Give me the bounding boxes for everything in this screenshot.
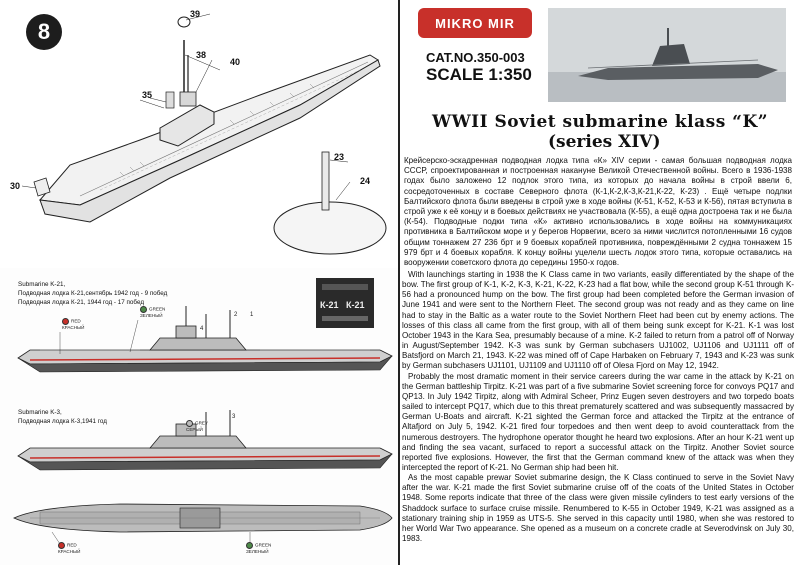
legend-green-bottom: GREEN ЗЕЛЕНЫЙ	[246, 542, 272, 554]
paragraph: With launchings starting in 1938 the K Class came in two variants, easily differentiated by the shape of the bow. The first group of K-1, K-2, K-3, K-21, K-22, K-23 had a flat bow, while the second group K-51 through K-56 had a pronounced hump on the bow. The first group had been completed before the German invasion of June 1941 and were sent to the Northern Fleet. The second group was not ready and as they came on line had to stay in the Baltic as a water route to the Soviet Northern Fleet had been cut by enemy actions. The losses of this class all came from the first group, with all of them being sunk except for K-21. K-1 was lost October 1943 in the Kara Sea, presumably because of a mine. K-2 failed to return from a patrol off of Norway in August/September 1942. K-3 was sunk by German subchasers UJ1002, UJ1106 and UJ1111 off of Batsfjord on March 21, 1943. K-22 was mined off of Cape Harbaken on February 7, 1943 and K-23 was sunk by German subchasers UJ1101, UJ1109 and UJ1110 off of Olesa Fjord on May 12, 1942.	[402, 270, 794, 371]
callout-24: 24	[360, 176, 371, 186]
assembly-diagram	[0, 0, 398, 260]
english-description	[402, 270, 794, 544]
document-title: WWII Soviet submarine klass “K”	[432, 112, 769, 132]
callout-38: 38	[196, 50, 207, 60]
part-ref-4: 4	[200, 326, 204, 332]
part-ref-1: 1	[250, 312, 254, 318]
submarine-photo	[548, 8, 786, 102]
russian-description: Крейсерско-эскадренная подводная лодка типа «К» XIV серии - самая большая подводная лодка СССР, спроектированная и построенная накануне Великой Отечественной войны. Всего в 1936-1938 годах было заложено 12 подлок этого типа, из которых до начала войны в строй ввели 6, сосредоточенных в составе Северного флота (К-1,К-2,К-3,К-21,К-22, К-23) . Ещё четыре подлки Балтийского флота были введены в строй уже в ходе войны (К-51, К-52, К-53 и К-56), пятая вступила в строй уже к её концу и в боевых действиях не участвовала (К-55), а ещё одна достроена так и не была (К-54). Подводные подки типа «К» активно использовались в ходе войны на коммуникациях противника в Балтийском море и у берегов Норвегии, всего за ними числится потопленными 16 судов общим тоннажем 27 236 брт и 9 боевых кораблей противника, повреждёнными 2 судна тоннажем 15 979 брт и 4 боевых корабля. К концу войны уцелели шесть лодок этого типа, которые оставались на вооружении советского флота до середины 1950-х годов.	[404, 156, 792, 268]
catalog-number: CAT.NO.350-003	[426, 50, 525, 65]
k3-label: Submarine K-3, Подводная лодка К-3,1941 год	[18, 409, 107, 425]
k21-label: Submarine K-21, Подводная лодка К-21,сентябрь 1942 год - 9 побед Подводная лодка К-21, 1944 год - 17 побед	[18, 281, 168, 306]
callout-35: 35	[142, 90, 153, 100]
legend-green: GREEN ЗЕЛЕНЫЙ	[140, 306, 166, 318]
page-number-badge: 8	[26, 14, 62, 50]
brand-logo: MIKRO MIR	[418, 8, 532, 38]
paragraph: As the most capable prewar Soviet submarine design, the K Class continued to serve in the Soviet Navy after the war. K-21 made the first Soviet submarine cruise off of the coats of the United States in October 1948. Some reports indicate that three of the class were given missile cylinders to test early versions of the Shaddock surface to surface cruise missile. Renumbered to K-55 in October 1949, K-21 was assigned as a stationary training ship in 1959 as UTS-5. She served in this capacity until 1980, when she was restored to her World War Two appearance. She opened as a museum on a concrete cradle at Severodvinsk on July 30, 1983.	[402, 473, 794, 544]
legend-red: RED КРАСНЫЙ	[62, 318, 85, 330]
callout-23: 23	[334, 152, 345, 162]
scale-label: SCALE 1:350	[426, 65, 532, 84]
legend-red-bottom: RED КРАСНЫЙ	[58, 542, 81, 554]
document-subtitle: (series XIV)	[548, 132, 661, 152]
part-ref-2: 2	[234, 312, 238, 318]
page-fold	[398, 0, 400, 565]
decal-sheet: К-21 К-21	[316, 278, 374, 328]
legend-grey: GREY СЕРЫЙ	[186, 420, 209, 432]
callout-39: 39	[190, 9, 201, 19]
paragraph: Probably the most dramatic moment in their service careers during the war came in the attack by K-21 on the German battleship Tirpitz. K-21 was part of a five submarine Soviet screening force for convoys PQ17 and QP13. In July 1942 Tirpitz, along with Admiral Scheer, Prinz Eugen seven destroyers and two torpedo boats sailed to intercept PQ17, which due to this threat prematurely scattered and was subsequently massacred by German U-Boats and aircraft. K-21 sighted the German force and attacked the Tirpitz at the entrance of Altafjord on July 5, 1942. K-21 fired four torpedoes and then went deep to avoid counterattack from the numerous destroyers. The hydrophone operator thought he heard two explosions. After an hour K-21 went up and finding the sea vacant, surfaced to report a successful attack on the Tirpitz. Another Soviet source reported five explosions. However, the first that the German command knew of the attack was when they intercepted the report of K-21. No German ship had been hit.	[402, 371, 794, 472]
callout-40: 40	[230, 57, 241, 67]
k21-side-profile	[0, 300, 398, 400]
part-ref-3: 3	[232, 414, 236, 420]
callout-30: 30	[10, 181, 21, 191]
